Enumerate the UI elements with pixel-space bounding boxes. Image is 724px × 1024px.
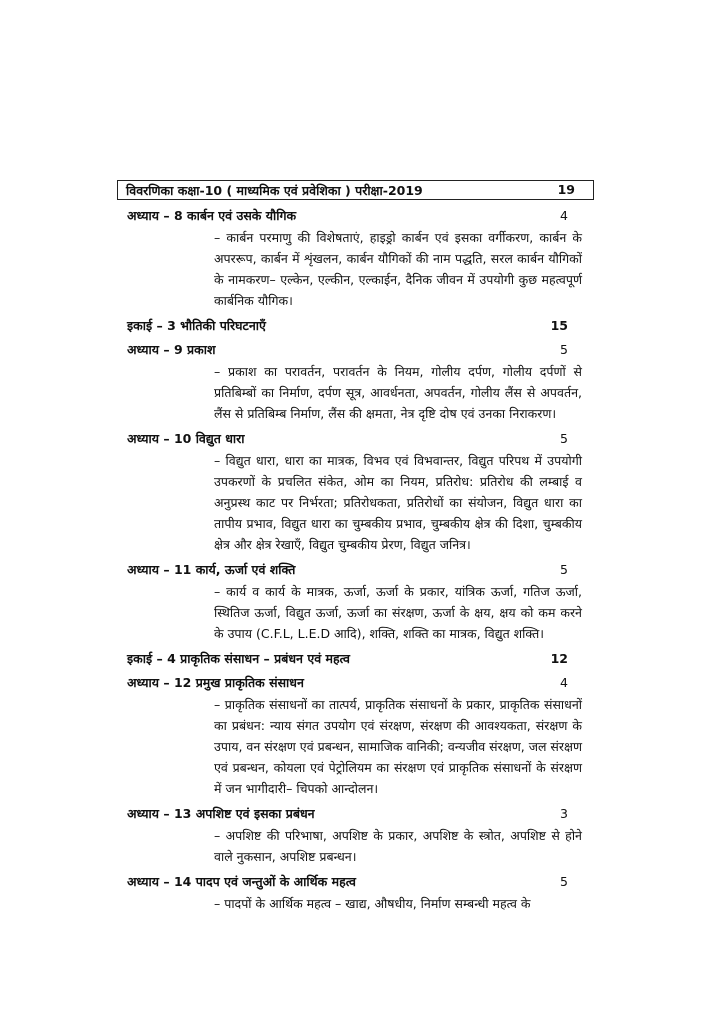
chapter-marks: 5 [560, 562, 568, 577]
chapter-8 [127, 205, 582, 311]
chapter-description: – अपशिष्ट की परिभाषा, अपशिष्ट के प्रकार, अपशिष्ट के स्त्रोत, अपशिष्ट से होने वाले नुकसान, अपशिष्ट प्रबन्धन। [214, 828, 582, 864]
unit-marks: 12 [550, 651, 568, 666]
unit-3 [127, 315, 582, 337]
chapter-13 [127, 803, 582, 867]
chapter-marks: 4 [560, 675, 568, 690]
chapter-description: – कार्बन परमाणु की विशेषताएं, हाइड्रो कार्बन एवं इसका वर्गीकरण, कार्बन के अपररूप, कार्बन में शृंखलन, कार्बन यौगिकों की नाम पद्धति, सरल कार्बन यौगिकों के नामकरण– एल्केन, एल्कीन, एल्काईन, दैनिक जीवन में उपयोगी कुछ महत्वपूर्ण कार्बनिक यौगिक। [214, 230, 582, 308]
chapter-title: अध्याय – 9 प्रकाश [127, 342, 216, 357]
unit-4 [127, 648, 582, 670]
syllabus-content [127, 203, 582, 918]
chapter-title: अध्याय – 10 विद्युत धारा [127, 431, 245, 446]
chapter-description: – पादपों के आर्थिक महत्व – खाद्य, औषधीय, निर्माण सम्बन्धी महत्व के [214, 896, 531, 911]
unit-title: इकाई – 4 प्राकृतिक संसाधन – प्रबंधन एवं महत्व [127, 651, 350, 666]
chapter-heading [127, 803, 582, 825]
chapter-marks: 3 [560, 806, 568, 821]
chapter-14 [127, 871, 582, 914]
chapter-heading [127, 559, 582, 581]
chapter-marks: 5 [560, 342, 568, 357]
chapter-heading [127, 428, 582, 450]
chapter-heading [127, 871, 582, 893]
chapter-description: – विद्युत धारा, धारा का मात्रक, विभव एवं विभवान्तर, विद्युत परिपथ में उपयोगी उपकरणों के प्रचलित संकेत, ओम का नियम, प्रतिरोध: प्रतिरोध की लम्बाई व अनुप्रस्थ काट पर निर्भरता; प्रतिरोधकता, प्रतिरोधों का संयोजन, विद्युत धारा का तापीय प्रभाव, विद्युत धारा का चुम्बकीय प्रभाव, चुम्बकीय क्षेत्र की दिशा, चुम्बकीय क्षेत्र और क्षेत्र रेखाएँ, विद्युत चुम्बकीय प्रेरण, विद्युत जनित्र। [214, 453, 582, 552]
chapter-title: अध्याय – 13 अपशिष्ट एवं इसका प्रबंधन [127, 806, 315, 821]
chapter-10 [127, 428, 582, 555]
unit-marks: 15 [550, 318, 568, 333]
chapter-description: – प्रकाश का परावर्तन, परावर्तन के नियम, गोलीय दर्पण, गोलीय दर्पणों से प्रतिबिम्बों का निर्माण, दर्पण सूत्र, आवर्धनता, अपवर्तन, गोलीय लैंस से अपवर्तन, लैंस से प्रतिबिम्ब निर्माण, लैंस की क्षमता, नेत्र दृष्टि दोष एवं उनका निराकरण। [214, 364, 582, 421]
chapter-description: – कार्य व कार्य के मात्रक, ऊर्जा, ऊर्जा के प्रकार, यांत्रिक ऊर्जा, गतिज ऊर्जा, स्थितिज ऊर्जा, विद्युत ऊर्जा, ऊर्जा का संरक्षण, ऊर्जा के क्षय, क्षय को कम करने के उपाय (C.F.L, L.E.D आदि), शक्ति, शक्ति का मात्रक, विद्युत शक्ति। [214, 584, 582, 641]
chapter-heading [127, 672, 582, 694]
chapter-heading [127, 205, 582, 227]
chapter-marks: 5 [560, 874, 568, 889]
page-number: 19 [557, 182, 575, 197]
chapter-title: अध्याय – 8 कार्बन एवं उसके यौगिक [127, 208, 297, 223]
header-title: विवरणिका कक्षा-10 ( माध्यमिक एवं प्रवेशिका ) परीक्षा-2019 [126, 183, 423, 198]
chapter-marks: 4 [560, 208, 568, 223]
unit-title: इकाई – 3 भौतिकी परिघटनाएँ [127, 318, 266, 333]
page-header [117, 180, 594, 200]
chapter-heading [127, 339, 582, 361]
chapter-11 [127, 559, 582, 644]
chapter-title: अध्याय – 14 पादप एवं जन्तुओं के आर्थिक महत्व [127, 874, 356, 889]
chapter-marks: 5 [560, 431, 568, 446]
chapter-title: अध्याय – 12 प्रमुख प्राकृतिक संसाधन [127, 675, 304, 690]
chapter-description: – प्राकृतिक संसाधनों का तात्पर्य, प्राकृतिक संसाधनों के प्रकार, प्राकृतिक संसाधनों का प्रबंधन: न्याय संगत उपयोग एवं संरक्षण, संरक्षण की आवश्यकता, संरक्षण के उपाय, वन संरक्षण एवं प्रबन्धन, सामाजिक वानिकी; वन्यजीव संरक्षण, जल संरक्षण एवं प्रबन्धन, कोयला एवं पेट्रोलियम का संरक्षण एवं प्राकृतिक संसाधनों के संरक्षण में जन भागीदारी– चिपको आन्दोलन। [214, 697, 582, 796]
chapter-title: अध्याय – 11 कार्य, ऊर्जा एवं शक्ति [127, 562, 296, 577]
chapter-9 [127, 339, 582, 424]
chapter-12 [127, 672, 582, 799]
